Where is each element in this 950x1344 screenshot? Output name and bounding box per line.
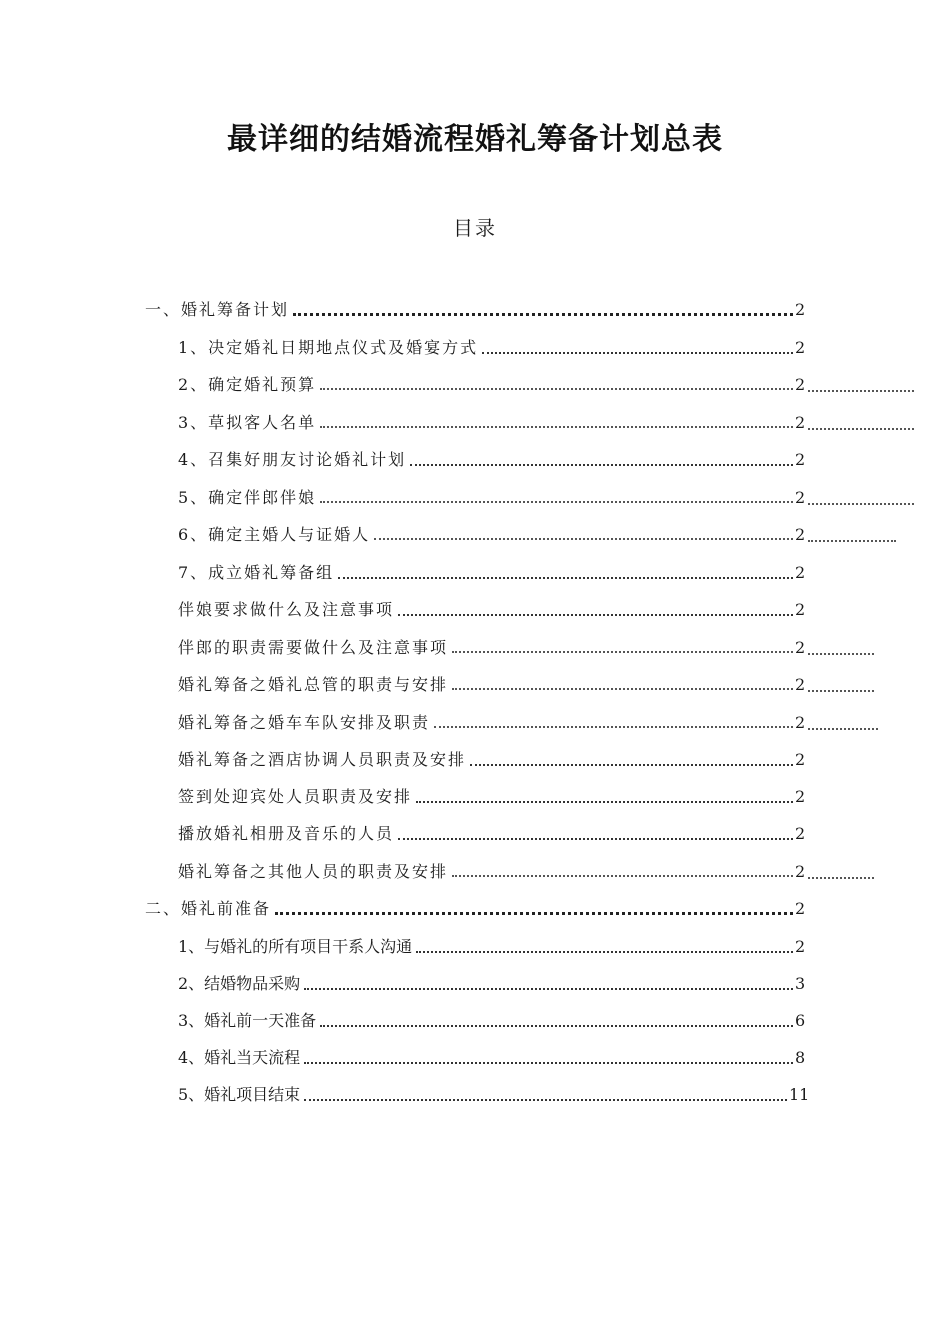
toc-entry[interactable] [178,747,807,773]
toc-leader-tail [808,534,896,542]
toc-entry[interactable] [178,560,807,586]
toc-entry-label: 4、召集好朋友讨论婚礼计划 [178,450,407,469]
toc-leader-dots [275,906,793,915]
toc-entry-label: 婚礼筹备之酒店协调人员职责及安排 [178,750,467,769]
toc-entry-label: 播放婚礼相册及音乐的人员 [178,824,395,843]
toc-leader-dots [398,832,793,840]
toc-leader-dots [416,945,793,953]
toc-leader-dots [304,1093,787,1101]
toc-leader-dots [304,982,793,990]
toc-leader-dots [452,645,793,653]
toc-leader-dots [416,795,793,803]
toc-entry-label: 3、婚礼前一天准备 [178,1011,317,1030]
toc-entry-label: 2、结婚物品采购 [178,974,301,993]
toc-entry[interactable] [178,672,807,698]
toc-entry[interactable] [178,1045,807,1071]
toc-entry-label: 伴娘要求做什么及注意事项 [178,600,395,619]
toc-entry[interactable] [178,710,807,736]
toc-entry-label: 伴郎的职责需要做什么及注意事项 [178,638,449,657]
toc-entry-page: 2 [795,413,806,432]
toc-entry[interactable] [178,335,807,361]
toc-leader-tail [808,422,914,430]
toc-entry-page: 2 [795,450,806,469]
toc-entry[interactable] [178,784,807,810]
toc-entry-page: 2 [795,638,806,657]
toc-entry-label: 4、婚礼当天流程 [178,1048,301,1067]
toc-entry-label: 5、婚礼项目结束 [178,1085,301,1104]
toc-leader-dots [470,758,793,766]
toc-leader-dots [452,682,793,690]
toc-entry-page: 2 [795,375,806,394]
toc-entry-page: 2 [795,862,806,881]
toc-entry-page: 6 [795,1011,806,1030]
toc-leader-tail [808,871,874,879]
toc-entry-label: 2、确定婚礼预算 [178,375,317,394]
toc-leader-tail [808,497,914,505]
toc-leader-tail [808,384,914,392]
toc-leader-tail [808,684,874,692]
toc-entry-page: 2 [795,750,806,769]
toc-entry-page: 11 [789,1085,810,1104]
toc-entry-label: 5、确定伴郎伴娘 [178,488,317,507]
toc-entry-label: 1、与婚礼的所有项目干系人沟通 [178,937,413,956]
toc-entry-page: 2 [795,937,806,956]
toc-leader-dots [304,1056,793,1064]
toc-entry-page: 2 [795,824,806,843]
toc-entry[interactable] [178,821,807,847]
toc-entry-page: 2 [795,713,806,732]
toc-entry[interactable] [178,447,807,473]
toc-entry-label: 1、决定婚礼日期地点仪式及婚宴方式 [178,338,479,357]
toc-leader-dots [452,869,793,877]
toc-entry-label: 6、确定主婚人与证婚人 [178,525,371,544]
toc-entry-page: 3 [795,974,806,993]
toc-leader-dots [293,307,793,316]
toc-entry[interactable] [178,1082,810,1108]
toc-entry-page: 2 [795,525,806,544]
toc-leader-dots [320,1019,793,1027]
toc-leader-dots [320,420,793,428]
toc-heading: 目录 [453,216,497,240]
toc-entry-label: 二、婚礼前准备 [145,899,272,918]
toc-entry[interactable] [178,635,807,661]
toc-entry[interactable] [178,934,807,960]
toc-entry[interactable] [145,896,807,922]
toc-entry-page: 2 [795,300,806,319]
toc-leader-tail [808,647,874,655]
toc-entry[interactable] [178,372,807,398]
toc-entry-label: 婚礼筹备之其他人员的职责及安排 [178,862,449,881]
toc-entry-page: 2 [795,899,806,918]
toc-entry[interactable] [178,522,807,548]
toc-leader-dots [320,382,793,390]
toc-entry-page: 2 [795,563,806,582]
toc-leader-dots [434,720,793,728]
toc-entry[interactable] [178,485,807,511]
toc-entry-label: 7、成立婚礼筹备组 [178,563,335,582]
toc-entry-label: 婚礼筹备之婚礼总管的职责与安排 [178,675,449,694]
toc-entry-label: 签到处迎宾处人员职责及安排 [178,787,413,806]
toc-entry-label: 一、婚礼筹备计划 [145,300,290,319]
toc-leader-dots [482,346,793,354]
toc-leader-dots [338,571,793,579]
toc-entry-page: 2 [795,600,806,619]
toc-leader-dots [374,532,793,540]
toc-entry[interactable] [178,971,807,997]
toc-entry-page: 2 [795,787,806,806]
toc-entry[interactable] [178,597,807,623]
toc-entry-label: 婚礼筹备之婚车车队安排及职责 [178,713,431,732]
toc-entry-page: 2 [795,488,806,507]
toc-entry[interactable] [178,1008,807,1034]
toc-leader-dots [398,608,793,616]
toc-leader-dots [320,495,793,503]
toc-entry-label: 3、草拟客人名单 [178,413,317,432]
toc-entry[interactable] [145,297,807,323]
toc-entry-page: 2 [795,675,806,694]
toc-entry-page: 8 [795,1048,806,1067]
document-title: 最详细的结婚流程婚礼筹备计划总表 [227,122,723,157]
toc-entry-page: 2 [795,338,806,357]
toc-leader-tail [808,722,878,730]
toc-leader-dots [410,458,793,466]
toc-entry[interactable] [178,859,807,885]
toc-entry[interactable] [178,410,807,436]
